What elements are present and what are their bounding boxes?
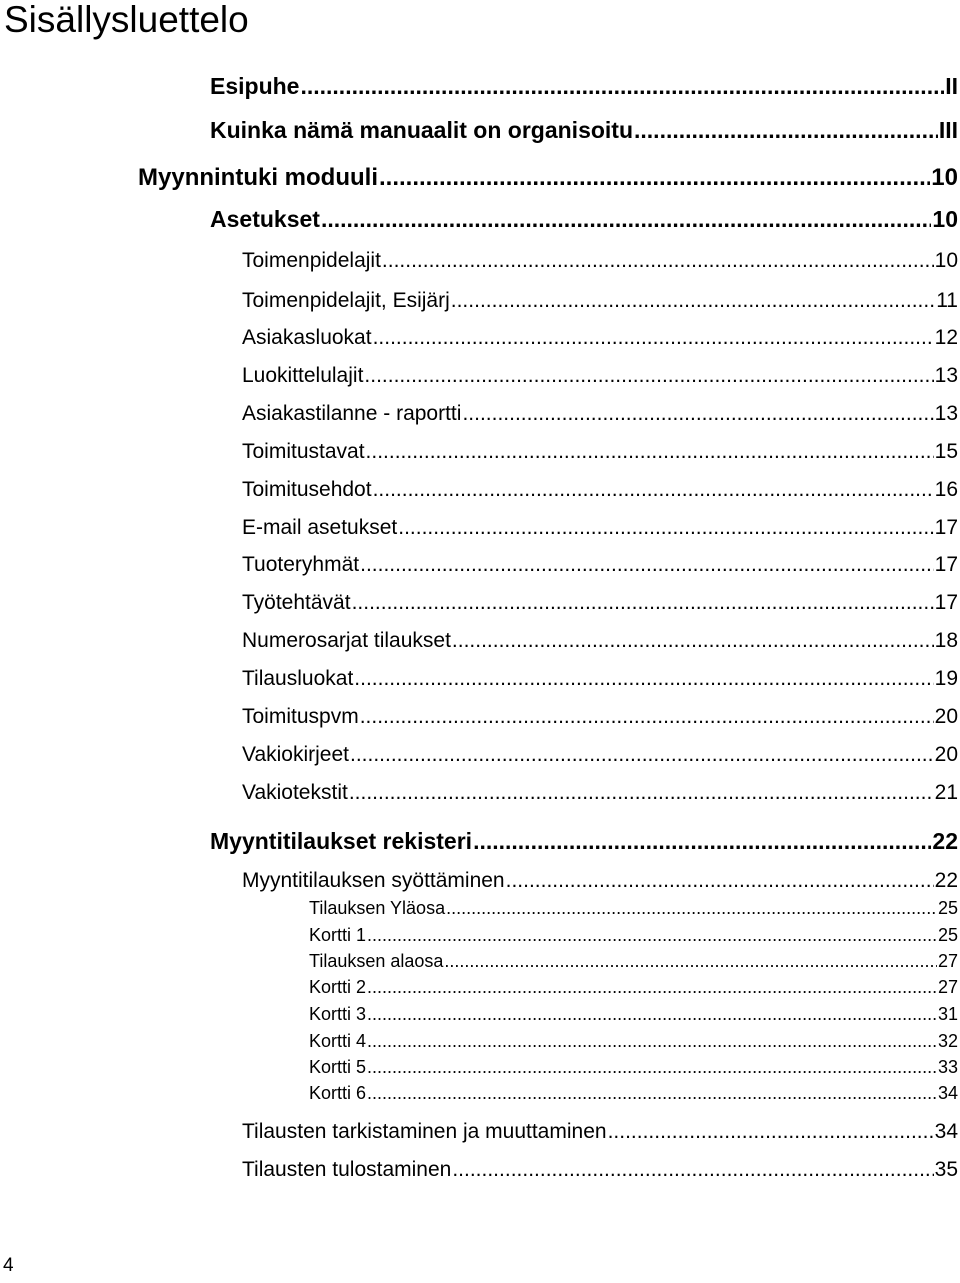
toc-entry[interactable] xyxy=(309,1004,958,1028)
toc-leader-dots xyxy=(367,1057,937,1078)
toc-leader-dots xyxy=(398,516,933,540)
toc-leader-dots xyxy=(364,364,933,388)
toc-leader-dots xyxy=(373,478,934,502)
toc-entry-label: Asiakasluokat xyxy=(242,326,372,349)
toc-leader-dots xyxy=(379,164,930,192)
toc-entry[interactable] xyxy=(242,705,958,733)
toc-leader-dots xyxy=(446,898,937,919)
toc-leader-dots xyxy=(367,1031,937,1052)
toc-entry-label: Numerosarjat tilaukset xyxy=(242,629,451,652)
toc-entry-page: 10 xyxy=(934,249,958,272)
toc-entry[interactable] xyxy=(242,516,958,544)
toc-entry-page: 22 xyxy=(932,828,958,854)
toc-entry-page: 16 xyxy=(934,478,958,501)
toc-entry-label: E-mail asetukset xyxy=(242,516,398,539)
toc-leader-dots xyxy=(444,951,937,972)
toc-entry-label: Toimitusehdot xyxy=(242,478,372,501)
toc-leader-dots xyxy=(451,289,935,313)
toc-leader-dots xyxy=(367,977,937,998)
toc-entry-label: Myynnintuki moduuli xyxy=(138,164,378,191)
toc-entry-label: Tilauksen alaosa xyxy=(309,951,444,971)
toc-entry[interactable] xyxy=(242,289,958,317)
toc-leader-dots xyxy=(367,1004,937,1025)
toc-leader-dots xyxy=(367,925,937,946)
toc-entry-label: Asetukset xyxy=(210,206,320,232)
toc-leader-dots xyxy=(373,326,934,350)
toc-entry[interactable] xyxy=(242,869,958,897)
toc-entry-page: 17 xyxy=(934,553,958,576)
toc-entry-page: 34 xyxy=(937,1083,958,1103)
toc-entry[interactable] xyxy=(242,1120,958,1148)
toc-leader-dots xyxy=(473,828,931,855)
toc-entry-page: 20 xyxy=(934,705,958,728)
page-number: 4 xyxy=(3,1255,14,1276)
toc-entry[interactable] xyxy=(309,951,958,975)
toc-entry-page: III xyxy=(938,117,958,143)
toc-entry[interactable] xyxy=(242,402,958,430)
toc-entry-page: 17 xyxy=(934,591,958,614)
toc-entry-label: Tilausluokat xyxy=(242,667,354,690)
toc-entry-page: 22 xyxy=(934,869,958,892)
toc-entry-label: Toimitustavat xyxy=(242,440,365,463)
toc-entry[interactable] xyxy=(242,440,958,468)
toc-leader-dots xyxy=(352,591,934,615)
toc-leader-dots xyxy=(321,206,931,233)
toc-entry[interactable] xyxy=(242,781,958,809)
toc-entry-page: 10 xyxy=(932,206,958,232)
toc-entry-label: Esipuhe xyxy=(210,73,300,99)
toc-entry[interactable] xyxy=(309,925,958,949)
toc-entry[interactable] xyxy=(210,206,958,236)
toc-entry-label: Kuinka nämä manuaalit on organisoitu xyxy=(210,117,634,143)
toc-entry[interactable] xyxy=(242,667,958,695)
toc-entry-label: Toimenpidelajit, Esijärj xyxy=(242,289,450,312)
toc-entry-page: 27 xyxy=(937,977,958,997)
toc-entry[interactable] xyxy=(242,478,958,506)
toc-entry-page: 12 xyxy=(934,326,958,349)
toc-entry[interactable] xyxy=(242,249,958,277)
toc-entry-label: Tilausten tulostaminen xyxy=(242,1158,452,1181)
toc-entry-label: Kortti 5 xyxy=(309,1057,367,1077)
toc-leader-dots xyxy=(506,869,934,893)
toc-leader-dots xyxy=(634,117,938,144)
toc-entry-page: 20 xyxy=(934,743,958,766)
toc-entry-page: 21 xyxy=(934,781,958,804)
toc-leader-dots xyxy=(452,1158,933,1182)
toc-entry-page: II xyxy=(945,73,958,99)
toc-entry-page: 10 xyxy=(931,164,958,191)
toc-leader-dots xyxy=(382,249,934,273)
toc-entry-label: Tuoteryhmät xyxy=(242,553,360,576)
toc-leader-dots xyxy=(366,440,934,464)
toc-leader-dots xyxy=(452,629,934,653)
toc-entry-page: 25 xyxy=(937,898,958,918)
toc-entry-label: Kortti 4 xyxy=(309,1031,367,1051)
toc-entry-page: 27 xyxy=(937,951,958,971)
toc-entry[interactable] xyxy=(242,364,958,392)
toc-entry-label: Kortti 2 xyxy=(309,977,367,997)
toc-entry-page: 35 xyxy=(934,1158,958,1181)
toc-entry[interactable] xyxy=(138,164,958,194)
toc-entry[interactable] xyxy=(242,629,958,657)
toc-entry[interactable] xyxy=(242,591,958,619)
toc-entry-page: 11 xyxy=(936,289,958,312)
toc-leader-dots xyxy=(462,402,933,426)
toc-entry-page: 31 xyxy=(937,1004,958,1024)
toc-entry-label: Tilausten tarkistaminen ja muuttaminen xyxy=(242,1120,607,1143)
toc-entry-page: 15 xyxy=(934,440,958,463)
toc-entry[interactable] xyxy=(242,1158,958,1186)
toc-leader-dots xyxy=(354,667,933,691)
page-title: Sisällysluettelo xyxy=(4,0,249,40)
toc-entry[interactable] xyxy=(242,553,958,581)
toc-entry-page: 13 xyxy=(934,364,958,387)
toc-entry[interactable] xyxy=(309,898,958,922)
toc-entry-page: 34 xyxy=(934,1120,958,1143)
toc-leader-dots xyxy=(360,553,934,577)
toc-entry[interactable] xyxy=(309,1031,958,1055)
toc-leader-dots xyxy=(608,1120,934,1144)
toc-entry-label: Myyntitilaukset rekisteri xyxy=(210,828,473,854)
toc-entry-label: Vakiotekstit xyxy=(242,781,348,804)
toc-leader-dots xyxy=(367,1083,937,1104)
toc-entry[interactable] xyxy=(242,326,958,354)
toc-entry[interactable] xyxy=(210,73,958,103)
toc-entry-page: 33 xyxy=(937,1057,958,1077)
toc-entry-page: 18 xyxy=(934,629,958,652)
toc-entry-page: 25 xyxy=(937,925,958,945)
toc-leader-dots xyxy=(300,73,944,100)
toc-entry-label: Toimituspvm xyxy=(242,705,359,728)
toc-leader-dots xyxy=(349,781,934,805)
toc-entry-label: Asiakastilanne - raportti xyxy=(242,402,462,425)
toc-entry-page: 17 xyxy=(934,516,958,539)
toc-entry-label: Tilauksen Yläosa xyxy=(309,898,446,918)
toc-entry-label: Kortti 3 xyxy=(309,1004,367,1024)
toc-entry[interactable] xyxy=(309,1083,958,1107)
toc-entry[interactable] xyxy=(210,828,958,858)
toc-entry-page: 13 xyxy=(934,402,958,425)
toc-entry[interactable] xyxy=(309,977,958,1001)
toc-leader-dots xyxy=(360,705,934,729)
toc-entry[interactable] xyxy=(242,743,958,771)
toc-entry-label: Myyntitilauksen syöttäminen xyxy=(242,869,505,892)
toc-entry-label: Toimenpidelajit xyxy=(242,249,381,272)
toc-entry[interactable] xyxy=(210,117,958,147)
toc-entry-label: Kortti 6 xyxy=(309,1083,367,1103)
toc-entry-label: Luokittelulajit xyxy=(242,364,364,387)
toc-entry-page: 19 xyxy=(934,667,958,690)
toc-entry-label: Kortti 1 xyxy=(309,925,367,945)
toc-entry[interactable] xyxy=(309,1057,958,1081)
toc-entry-page: 32 xyxy=(937,1031,958,1051)
toc-leader-dots xyxy=(350,743,934,767)
toc-entry-label: Vakiokirjeet xyxy=(242,743,349,766)
toc-entry-label: Työtehtävät xyxy=(242,591,351,614)
